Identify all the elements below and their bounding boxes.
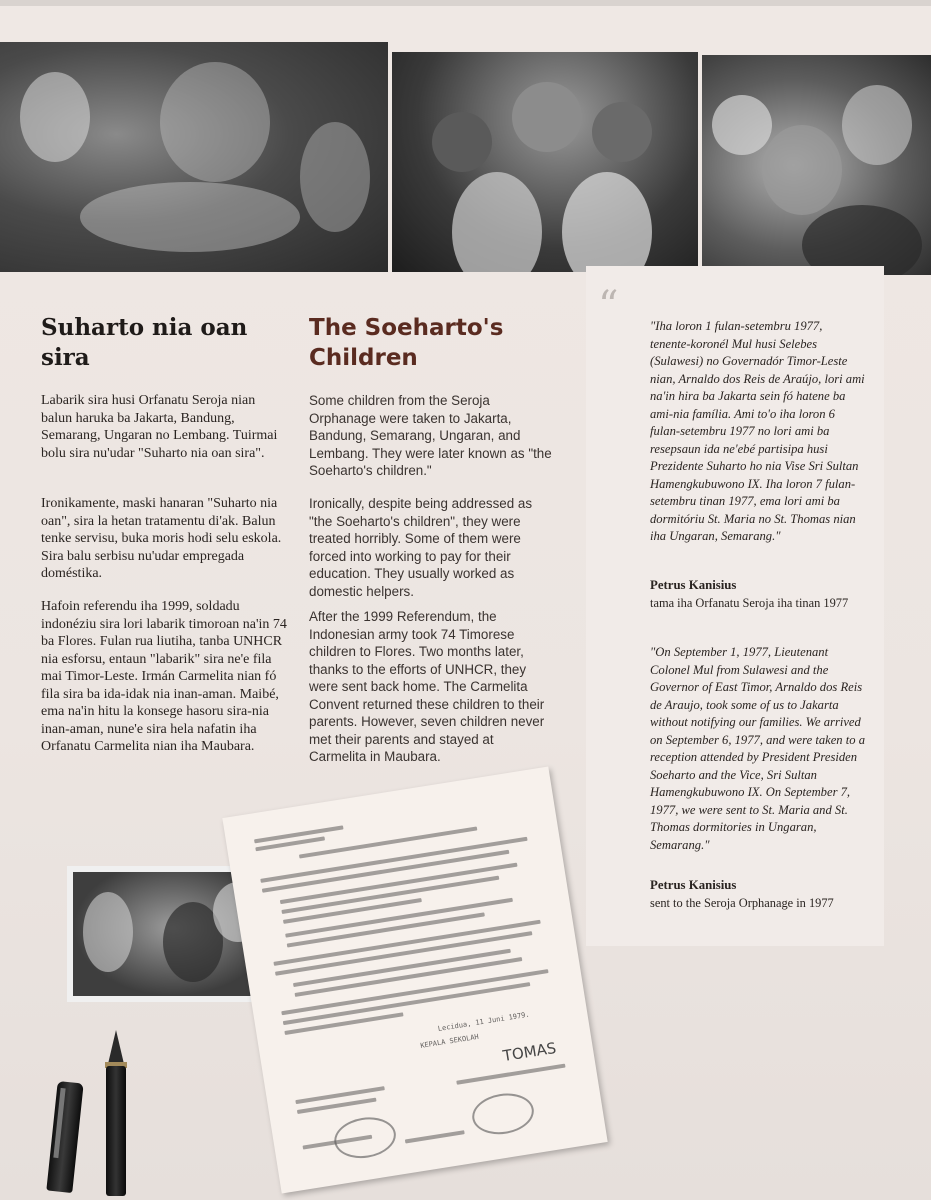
- english-paragraph-3: After the 1999 Referendum, the Indonesian army took 74 Timorese children to Flores. Two months later, thanks to the efforts of UNHCR, they were sent back home. The Carmelita Convent returned these children to their parents. However, seven children never met their parents and stayed at Carmelita in Maubara.: [309, 609, 545, 764]
- document-handwriting: TOMAS: [501, 1038, 558, 1066]
- quote-english: "On September 1, 1977, Lieutenant Colonel Mul from Sulawesi and the Governor of East Timor, Arnaldo dos Reis de Araujo, took some of us to Jakarta without notifying our families. We arrived on September 6, 1977, and were taken to a reception attended by President Presiden Soeharto and the Vice, Sri Sultan Hamengkubuwono IX. On September 7, 1977, we were sent to St. Maria and St. Thomas dormitories in Ungaran, Semarang.": [650, 645, 865, 852]
- heading-english: The Soeharto's Children: [309, 315, 504, 371]
- english-paragraph-2: Ironically, despite being addressed as "the Soeharto's children", they were treated horribly. Some of them were forced into working to pay for their education. They usually worked as domestic helpers.: [309, 496, 533, 599]
- quote-tetun: "Iha loron 1 fulan-setembru 1977, tenente-koronél Mul husi Selebes (Sulawesi) no Governadór Timor-Leste nian, Arnaldo dos Reis de Araújo, lori ami na'in hira ba Jakarta sein fó hatene ba ami-nia família. Ami to'o iha loron 6 fulan-setembru 1977 no lori ami ba resepsaun ida ne'ebé partisipa husi Prezidente Suharto ho nia Vise Sri Sultan Hamengkubuwono IX. Iha loron 7 fulan-setembru tinan 1977, ema lori ami ba dormitóriu St. Maria no St. Thomas nian iha Ungaran, Semarang.": [650, 319, 865, 543]
- archive-photo-children: [392, 52, 698, 272]
- heading-tetun: Suharto nia oan sira: [41, 314, 248, 371]
- quote-mark-icon: “: [598, 283, 619, 329]
- archive-document: [222, 767, 607, 1194]
- tetun-paragraph-2: Ironikamente, maski hanaran "Suharto nia oan", sira la hetan tratamentu di'ak. Balun tenke servisu, buka moris hodi selu eskola. Sira balu serbisu nu'udar empregada doméstika.: [41, 496, 282, 581]
- pen-cap-icon: [46, 1081, 83, 1193]
- archive-photo-crowd: [702, 55, 931, 275]
- pen-body-icon: [106, 1066, 126, 1196]
- quote-english-author-note: sent to the Seroja Orphanage in 1977: [650, 896, 834, 910]
- quote-tetun-author-note: tama iha Orfanatu Seroja iha tinan 1977: [650, 596, 849, 610]
- top-edge: [0, 0, 931, 6]
- pen-nib-icon: [108, 1030, 124, 1064]
- english-paragraph-1: Some children from the Seroja Orphanage were taken to Jakarta, Bandung, Semarang, Ungaran, and Lembang. They were later known as "the Soeharto's children.": [309, 393, 552, 478]
- stamp-right: [469, 1089, 536, 1138]
- quote-tetun-author: Petrus Kanisius: [650, 578, 737, 592]
- tetun-paragraph-3: Hafoin referendu iha 1999, soldadu indonéziu sira lori labarik timoroan na'in 74 ba Flores. Fulan rua liutiha, tanba UNHCR nia esforsu, entaun "labarik" sira ne'e fila mai Timor-Leste. Irmán Carmelita nian fó fila sira ba ida-idak nia inan-aman. Maibé, ema na'in hitu la konsege hasoru sira-nia inan-aman, nune'e sira hela nafatin iha Orfanatu Carmelita nian iha Maubara.: [41, 599, 287, 754]
- tetun-paragraph-1: Labarik sira husi Orfanatu Seroja nian balun haruka ba Jakarta, Bandung, Semarang, Ungaran no Lembang. Tuirmai bolu sira nu'udar "Suharto nia oan sira".: [41, 393, 278, 461]
- document-signatory-title: KEPALA SEKOLAH: [419, 1032, 480, 1050]
- archive-photo-banquet: [0, 42, 388, 272]
- quote-english-author: Petrus Kanisius: [650, 878, 737, 892]
- document-date: Lecidua, 11 Juni 1979.: [437, 1010, 531, 1033]
